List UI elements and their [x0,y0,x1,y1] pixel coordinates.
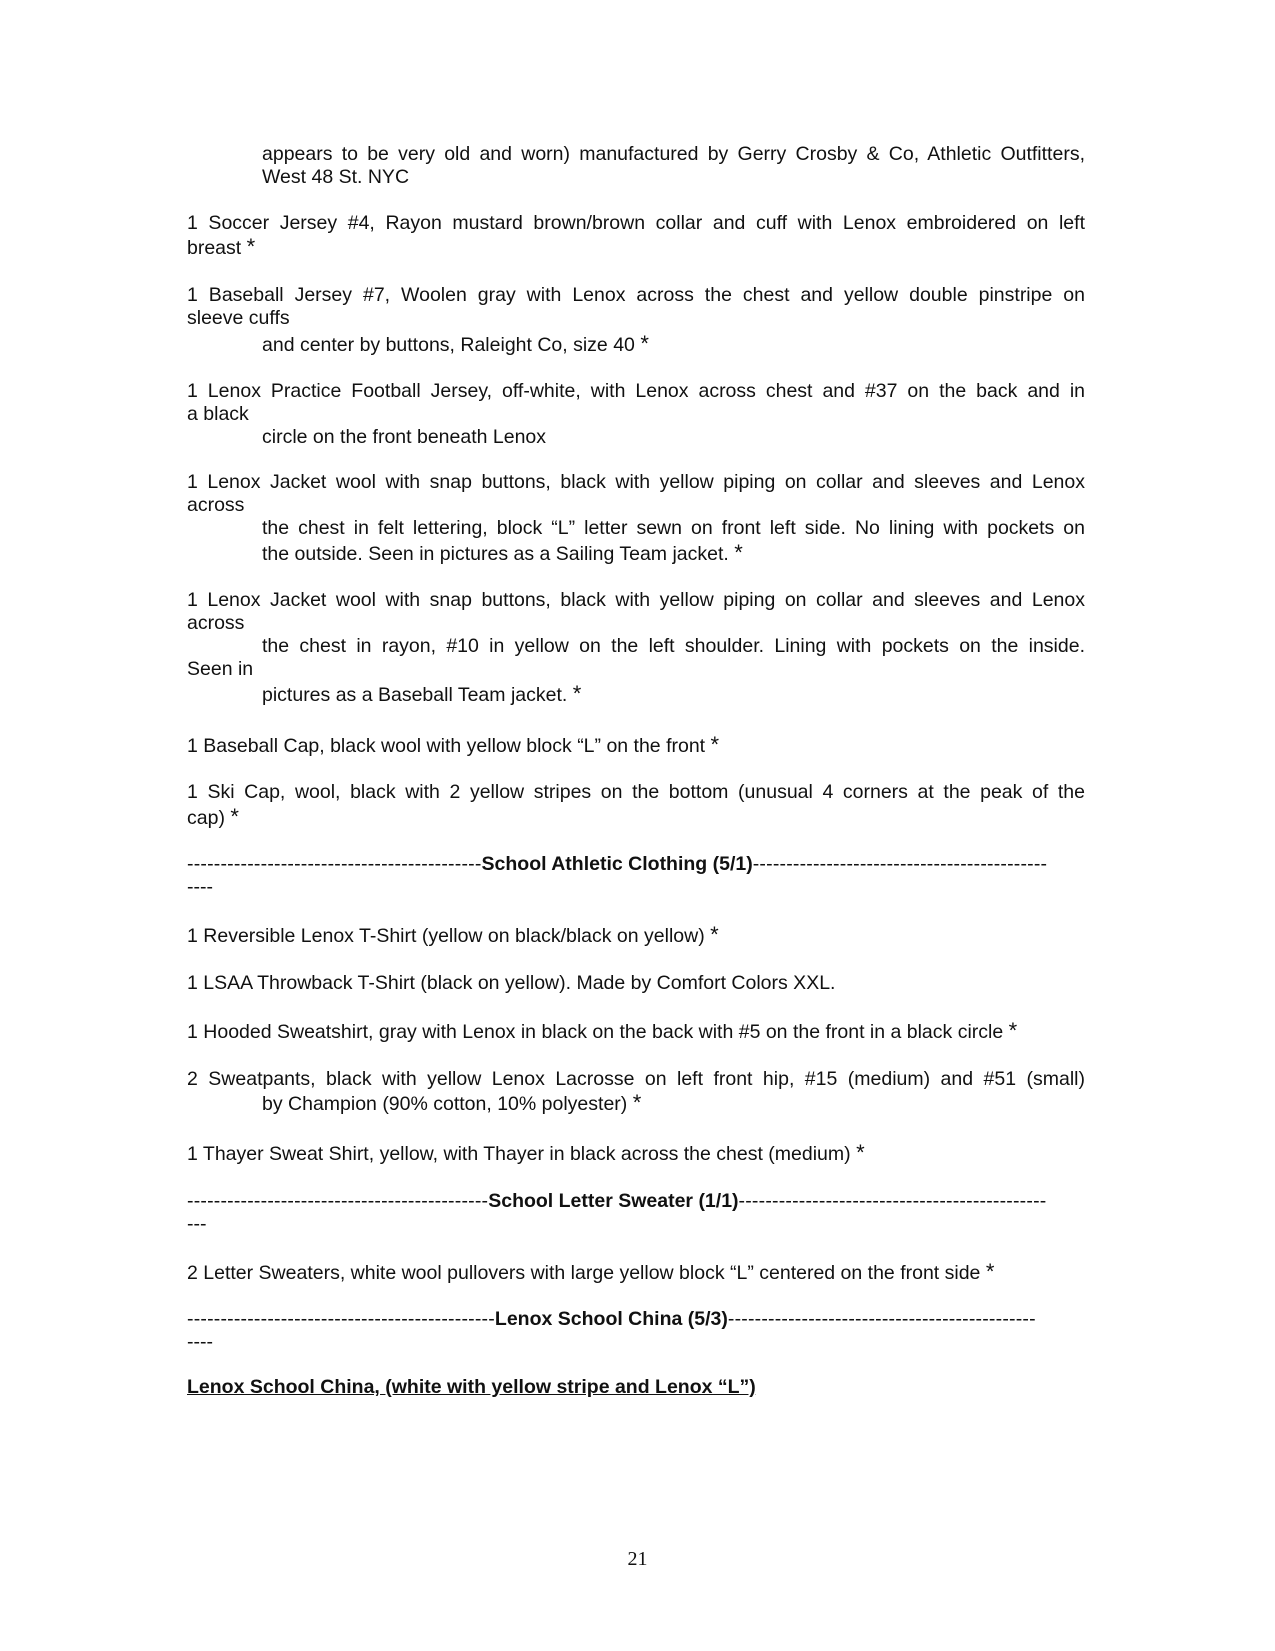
asterisk-mark: * [734,540,743,565]
text-line [262,332,1085,357]
text-line: 1 Lenox Jacket wool with snap buttons, black with yellow piping on collar and sleeves and Lenox [187,471,1085,493]
text-line: 1 LSAA Throwback T-Shirt (black on yellow). Made by Comfort Colors XXL. [187,972,836,994]
item-text: 2 Letter Sweaters, white wool pullovers with large yellow block “L” centered on the front side [187,1262,981,1284]
asterisk-mark: * [246,234,256,259]
divider-dashes: ---------------------------------------------- [187,1308,495,1330]
divider-dashes: ---------------------------------------------- [727,1308,1036,1330]
divider-tail: --- [187,1213,207,1235]
asterisk-mark: * [985,1259,995,1284]
text-line: 1 Soccer Jersey #4, Rayon mustard brown/brown collar and cuff with Lenox embroidered on left [187,212,1085,234]
item-text: 1 Reversible Lenox T-Shirt (yellow on black/black on yellow) [187,925,705,947]
divider-dashes: -------------------------------------------- [752,853,1048,875]
text-line: circle on the front beneath Lenox [262,426,547,448]
divider-dashes: ---------------------------------------------- [738,1190,1047,1212]
text-line: the chest in felt lettering, block “L” letter sewn on front left side. No lining with pockets on [262,517,1085,539]
divider-dashes: --------------------------------------------- [187,1190,489,1212]
asterisk-mark: * [230,804,239,829]
text-line: 1 Lenox Practice Football Jersey, off-white, with Lenox across chest and #37 on the back and in [187,380,1085,402]
asterisk-mark: * [856,1140,865,1165]
text-line [187,733,1085,758]
item-text: cap) [187,807,225,829]
page-number: 21 [627,1548,648,1570]
text-line: 1 Baseball Jersey #7, Woolen gray with Lenox across the chest and yellow double pinstripe on [187,284,1085,306]
text-line [187,923,1085,948]
item-text: the outside. Seen in pictures as a Sailing Team jacket. [262,543,729,565]
divider-tail: ---- [187,876,213,898]
text-line [262,1091,1085,1116]
asterisk-mark: * [572,681,582,706]
item-text: and center by buttons, Raleight Co, size 40 [262,334,635,356]
text-line [187,1260,1085,1285]
section-divider [187,1307,1085,1331]
text-line: 1 Lenox Jacket wool with snap buttons, black with yellow piping on collar and sleeves and Lenox [187,589,1085,611]
text-line [262,682,1085,707]
section-divider [187,1189,1085,1213]
asterisk-mark: * [710,732,720,757]
text-line: Seen in [187,658,254,680]
item-text: pictures as a Baseball Team jacket. [262,684,568,706]
text-line: 2 Sweatpants, black with yellow Lenox Lacrosse on left front hip, #15 (medium) and #51 (small) [187,1068,1085,1090]
divider-tail: ---- [187,1331,213,1353]
item-text: breast [187,237,242,259]
asterisk-mark: * [1008,1018,1018,1043]
item-text: by Champion (90% cotton, 10% polyester) [262,1093,628,1115]
text-line [187,805,1085,830]
text-line: West 48 St. NYC [262,166,410,188]
text-line: a black [187,403,249,425]
asterisk-mark: * [710,922,719,947]
text-line [187,235,1085,260]
section-divider [187,852,1085,876]
section-title: School Athletic Clothing (5/1) [481,853,753,875]
item-text: 1 Hooded Sweatshirt, gray with Lenox in black on the back with #5 on the front in a black circle [187,1021,1004,1043]
section-title: Lenox School China (5/3) [494,1308,728,1330]
text-line: appears to be very old and worn) manufactured by Gerry Crosby & Co, Athletic Outfitters, [262,143,1085,165]
item-text: 1 Baseball Cap, black wool with yellow block “L” on the front [187,735,706,757]
text-line: the chest in rayon, #10 in yellow on the left shoulder. Lining with pockets on the inside. [262,635,1085,657]
text-line [262,541,1085,566]
text-line: sleeve cuffs [187,307,290,329]
text-line: across [187,612,245,634]
text-line [187,1141,1085,1166]
china-subheading: Lenox School China, (white with yellow stripe and Lenox “L”) [187,1376,756,1398]
asterisk-mark: * [640,331,649,356]
text-line: 1 Ski Cap, wool, black with 2 yellow stripes on the bottom (unusual 4 corners at the peak of the [187,781,1085,803]
section-title: School Letter Sweater (1/1) [488,1190,739,1212]
text-line: across [187,494,245,516]
asterisk-mark: * [632,1090,642,1115]
divider-dashes: -------------------------------------------- [187,853,482,875]
item-text: 1 Thayer Sweat Shirt, yellow, with Thayer in black across the chest (medium) [187,1143,851,1165]
text-line [187,1019,1085,1044]
